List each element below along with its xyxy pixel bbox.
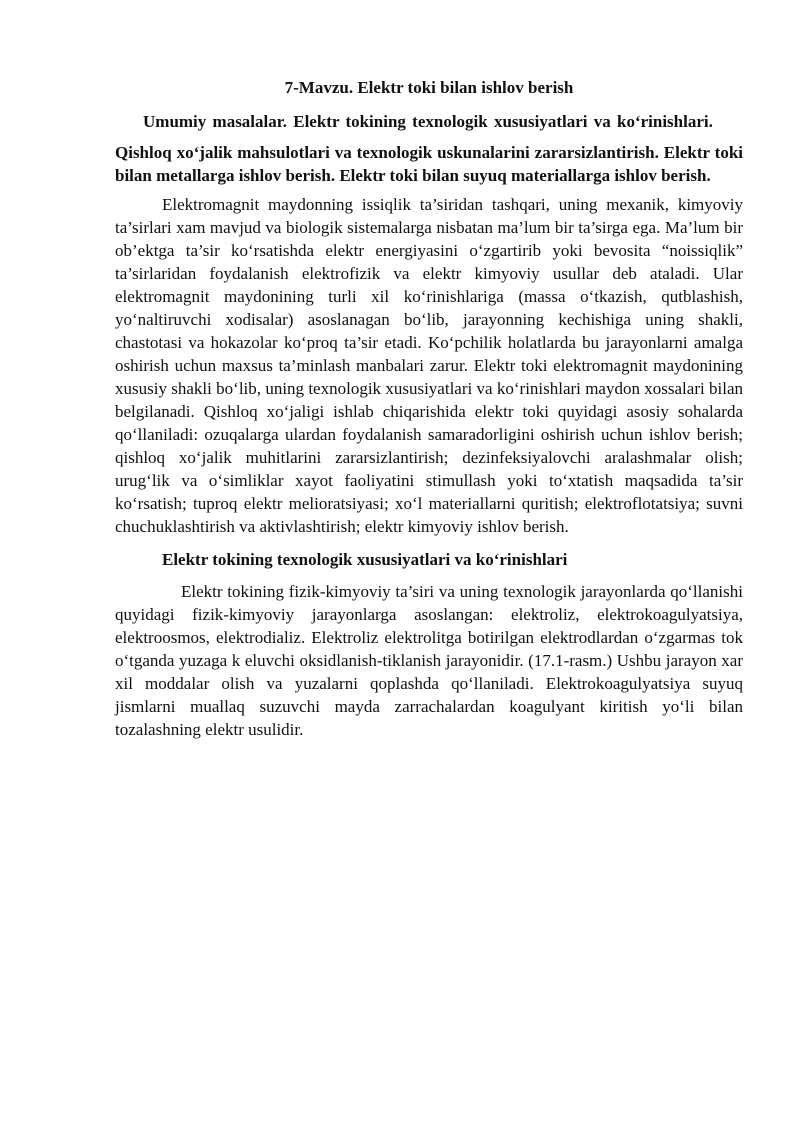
- body-paragraph-2: Elektr tokining fizik-kimyoviy ta’siri va uning texnologik jarayonlarda qo‘llanishi quyidagi fizik-kimyoviy jarayonlarga asoslangan: elektroliz, elektrokoagulyatsiya, elektroosmos, elektrodializ. Elektroliz elektrolitga botirilgan elektrodlardan o‘zgarmas tok o‘tganda yuzaga k eluvchi oksidlanish-tiklanish jarayonidir. (17.1-rasm.) Ushbu jarayon xar xil moddalar olish va yuzalarni qoplashda qo‘llaniladi. Elektrokoagulyatsiya suyuq jismlarni muallaq suzuvchi mayda zarrachalardan koagulyant kiritish yo‘li bilan tozalashning elektr usulidir.: [115, 582, 743, 739]
- body-paragraph-1: Elektromagnit maydonning issiqlik ta’siridan tashqari, uning mexanik, kimyoviy ta’sirlari xam mavjud va biologik sistemalarga nisbatan ma’lum bir ta’sirga ega. Ma’lum bir ob’ektga ta’sir ko‘rsatishda elektr energiyasini o‘zgartirib yoki bevosita “noissiqlik” ta’sirlaridan foydalanish elektrofizik va elektr kimyoviy usullar deb ataladi. Ular elektromagnit maydonining turli xil ko‘rinishlariga (massa o‘tkazish, qutblashish, yo‘naltiruvchi xodisalar) asoslanagan bo‘lib, jarayonning kechishiga uning shakli, chastotasi va hokazolar ko‘proq ta’sir etadi. Ko‘pchilik holatlarda bu jarayonlarni amalga oshirish uchun maxsus ta’minlash manbalari zarur. Elektr toki elektromagnit maydonining xususiy shakli bo‘lib, uning texnologik xususiyatlari va ko‘rinishlari maydon xossalari bilan belgilanadi. Qishloq xo‘jaligi ishlab chiqarishida elektr toki quyidagi asosiy sohalarda qo‘llaniladi: ozuqalarga ulardan foydalanish samaradorligini oshirish uchun ishlov berish; qishloq xo‘jalik muhitlarini zararsizlantirish; dezinfeksiyalovchi aralashmalar olish; urug‘lik va o‘simliklar xayot faoliyatini stimullash yoki to‘xtatish maqsadida ta’sir ko‘rsatish; tuproq elektr melioratsiyasi; xo‘l materiallarni quritish; elektroflotatsiya; suvni chuchuklashtirish va aktivlashtirish; elektr kimyoviy ishlov berish.: [115, 195, 743, 536]
- document-page: [115, 76, 743, 741]
- document-title: 7-Mavzu. Elektr toki bilan ishlov berish: [284, 78, 574, 97]
- section-subheading: Elektr tokining texnologik xususiyatlari va ko‘rinishlari: [162, 550, 568, 569]
- general-issues-heading: Umumiy masalalar. Elektr tokining texnologik xususiyatlari va ko‘rinishlari.: [143, 112, 713, 131]
- topics-heading: Qishloq xo‘jalik mahsulotlari va texnologik uskunalarini zararsizlantirish. Elektr toki bilan metallarga ishlov berish. Elektr toki bilan suyuq materiallarga ishlov berish.: [115, 143, 743, 185]
